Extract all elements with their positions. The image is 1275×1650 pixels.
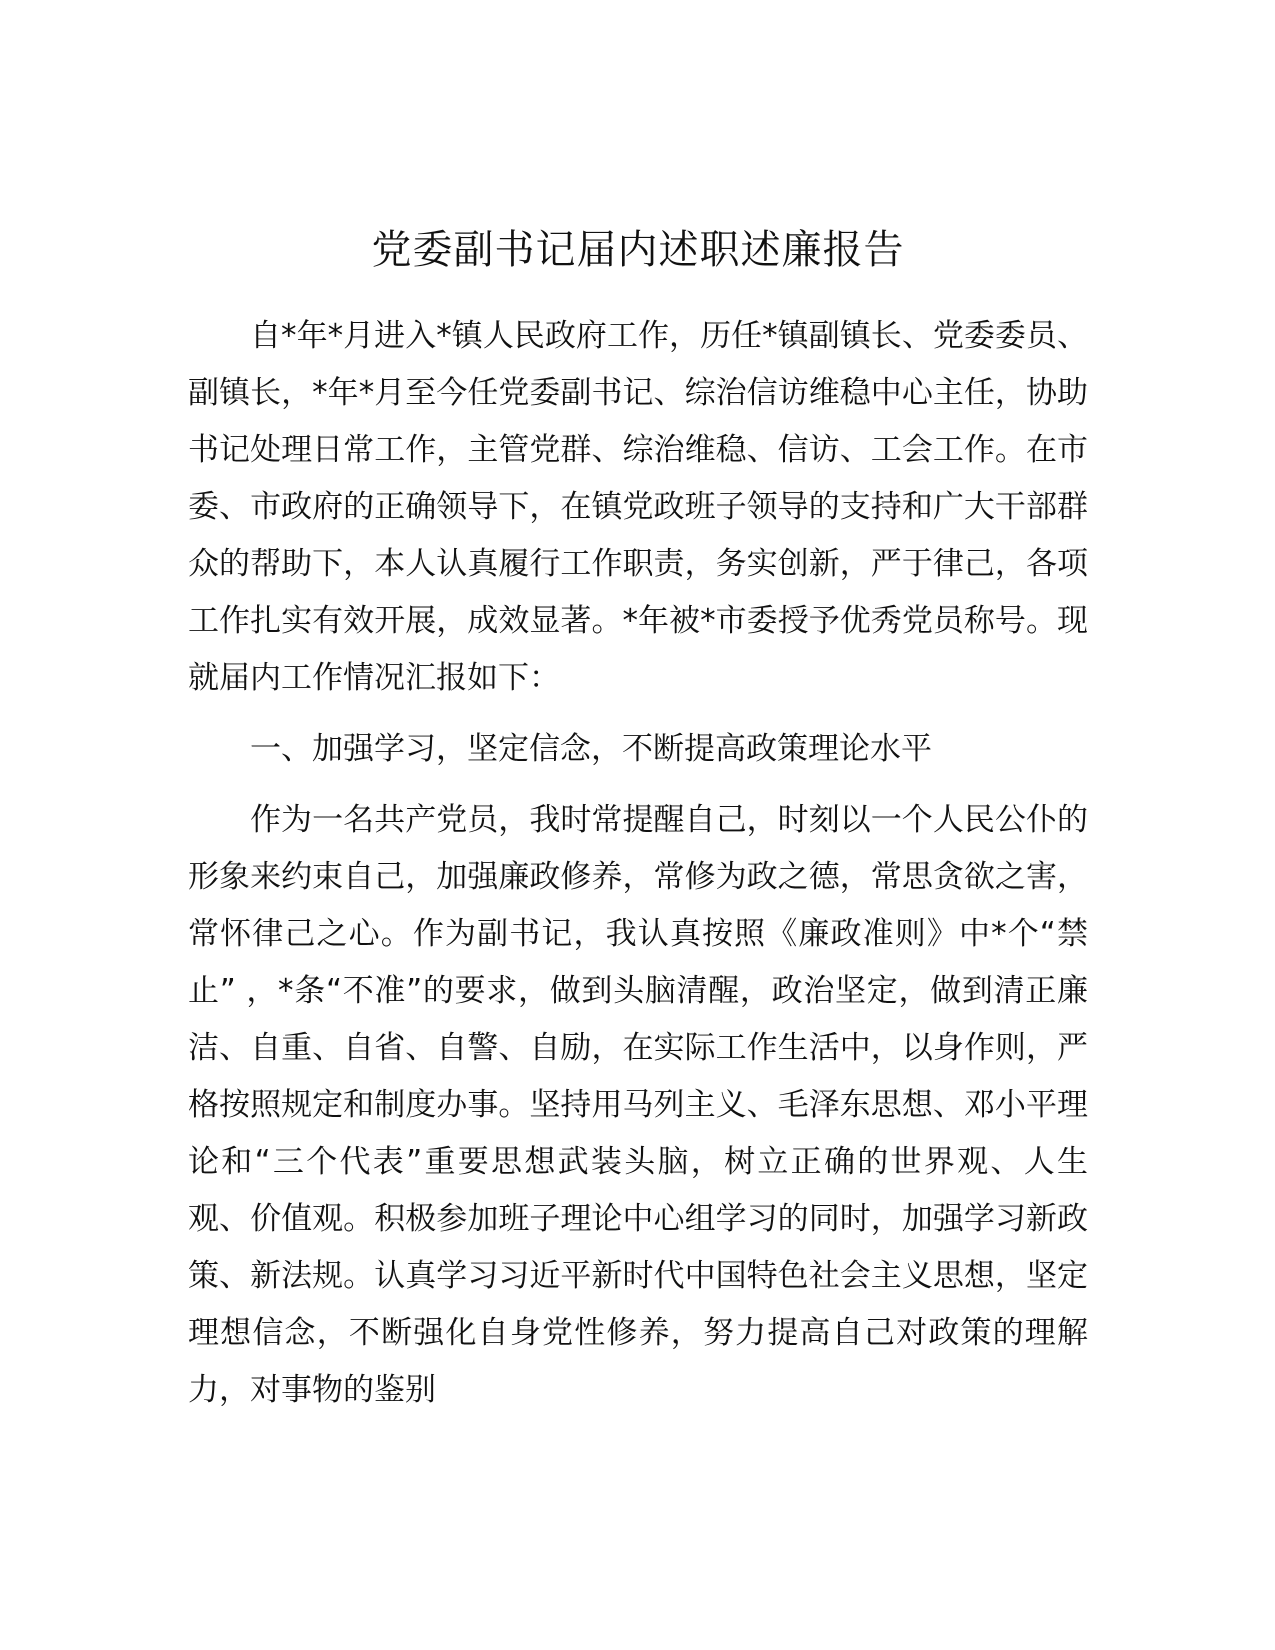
- intro-paragraph: 自*年*月进入*镇人民政府工作，历任*镇副镇长、党委委员、副镇长，*年*月至今任党委副书记、综治信访维稳中心主任，协助书记处理日常工作，主管党群、综治维稳、信访、工会工作。在市委、市政府的正确领导下，在镇党政班子领导的支持和广大干部群众的帮助下，本人认真履行工作职责，务实创新，严于律己，各项工作扎实有效开展，成效显著。*年被*市委授予优秀党员称号。现就届内工作情况汇报如下：: [188, 318, 1088, 696]
- document-body: [188, 222, 1088, 1433]
- section-1-paragraph: 作为一名共产党员，我时常提醒自己，时刻以一个人民公仆的形象来约束自己，加强廉政修养，常修为政之德，常思贪欲之害，常怀律己之心。作为副书记，我认真按照《廉政准则》中*个“禁止” ，*条“不准”的要求，做到头脑清醒，政治坚定，做到清正廉洁、自重、自省、自警、自励，在实际工作生活中，以身作则，严格按照规定和制度办事。坚持用马列主义、毛泽东思想、邓小平理论和“三个代表”重要思想武装头脑，树立正确的世界观、人生观、价值观。积极参加班子理论中心组学习的同时，加强学习新政策、新法规。认真学习习近平新时代中国特色社会主义思想，坚定理想信念，不断强化自身党性修养，努力提高自己对政策的理解力，对事物的鉴别: [188, 802, 1088, 1408]
- section-heading-1: 一、加强学习，坚定信念，不断提高政策理论水平: [250, 731, 932, 767]
- document-title: 党委副书记届内述职述廉报告: [371, 227, 905, 273]
